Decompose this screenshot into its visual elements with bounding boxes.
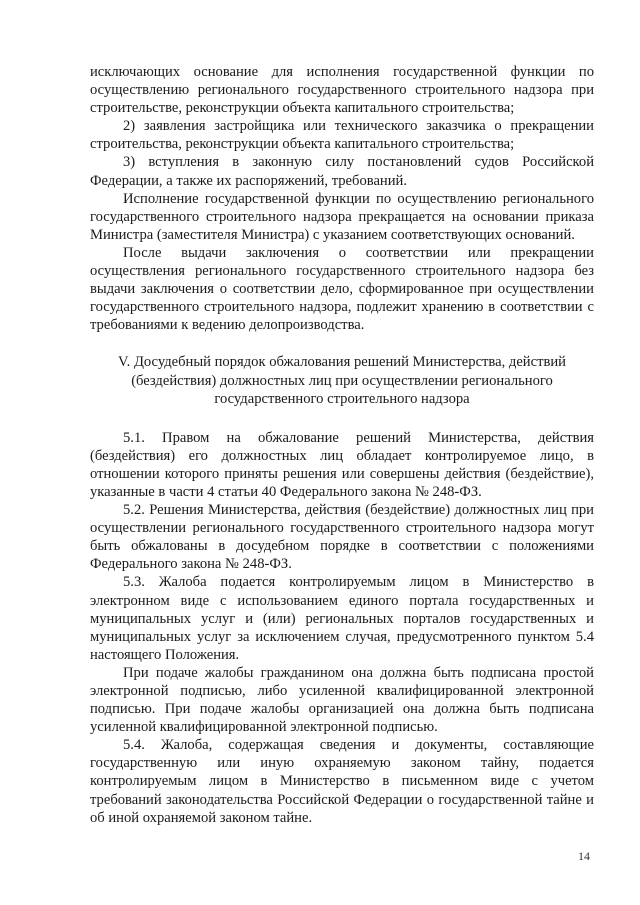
paragraph-5-1: 5.1. Правом на обжалование решений Министерства, действия (бездействия) его должностных лиц обладает контролируемое лицо, в отношении которого приняты решения или совершены действия (бездействие), указанные в части 4 статьи 40 Федерального закона № 248-ФЗ.: [90, 429, 594, 500]
paragraph-5-2: 5.2. Решения Министерства, действия (бездействие) должностных лиц при осуществлении регионального государственного строительного надзора могут быть обжалованы в досудебном порядке в соответствии с положениями Федерального закона № 248-ФЗ.: [90, 502, 594, 573]
paragraph-5-4: 5.4. Жалоба, содержащая сведения и документы, составляющие государственную или иную охраняемую законом тайну, подается контролируемым лицом в Министерство в письменном виде с учетом требований законодательства Российской Федерации о государственной тайне и об иной охраняемой законом тайне.: [90, 737, 594, 826]
document-page: [90, 63, 594, 827]
paragraph-5-3: 5.3. Жалоба подается контролируемым лицом в Министерство в электронном виде с использованием единого портала государственных и муниципальных услуг и (или) региональных порталов государственных и муниципальных услуг за исключением случая, предусмотренного пунктом 5.4 настоящего Положения.: [90, 574, 594, 663]
paragraph-termination: Исполнение государственной функции по осуществлению регионального государственного строительного надзора прекращается на основании приказа Министра (заместителя Министра) с указанием соответствующих оснований.: [90, 190, 594, 243]
section-heading: V. Досудебный порядок обжалования решений Министерства, действий (бездействия) должностных лиц при осуществлении регионального государственного строительного надзора: [117, 354, 566, 407]
paragraph-item-3: 3) вступления в законную силу постановлений судов Российской Федерации, а также их распоряжений, требований.: [90, 154, 594, 189]
page-number: 14: [578, 849, 590, 863]
paragraph-archiving: После выдачи заключения о соответствии или прекращении осуществления регионального государственного строительного надзора без выдачи заключения о соответствии дело, сформированное при осуществлении государственного строительного надзора, подлежит хранению в соответствии с требованиями к ведению делопроизводства.: [90, 244, 594, 334]
paragraph-signature: При подаче жалобы гражданином она должна быть подписана простой электронной подписью, либо усиленной квалифицированной электронной подписью. При подаче жалобы организацией она должна быть подписана усиленной квалифицированной электронной подписью.: [90, 664, 594, 736]
paragraph-item-2: 2) заявления застройщика или технического заказчика о прекращении строительства, реконструкции объекта капитального строительства;: [90, 118, 594, 153]
paragraph-continuation: исключающих основание для исполнения государственной функции по осуществлению регионального государственного строительного надзора при строительстве, реконструкции объекта капитального строительства;: [90, 64, 594, 117]
